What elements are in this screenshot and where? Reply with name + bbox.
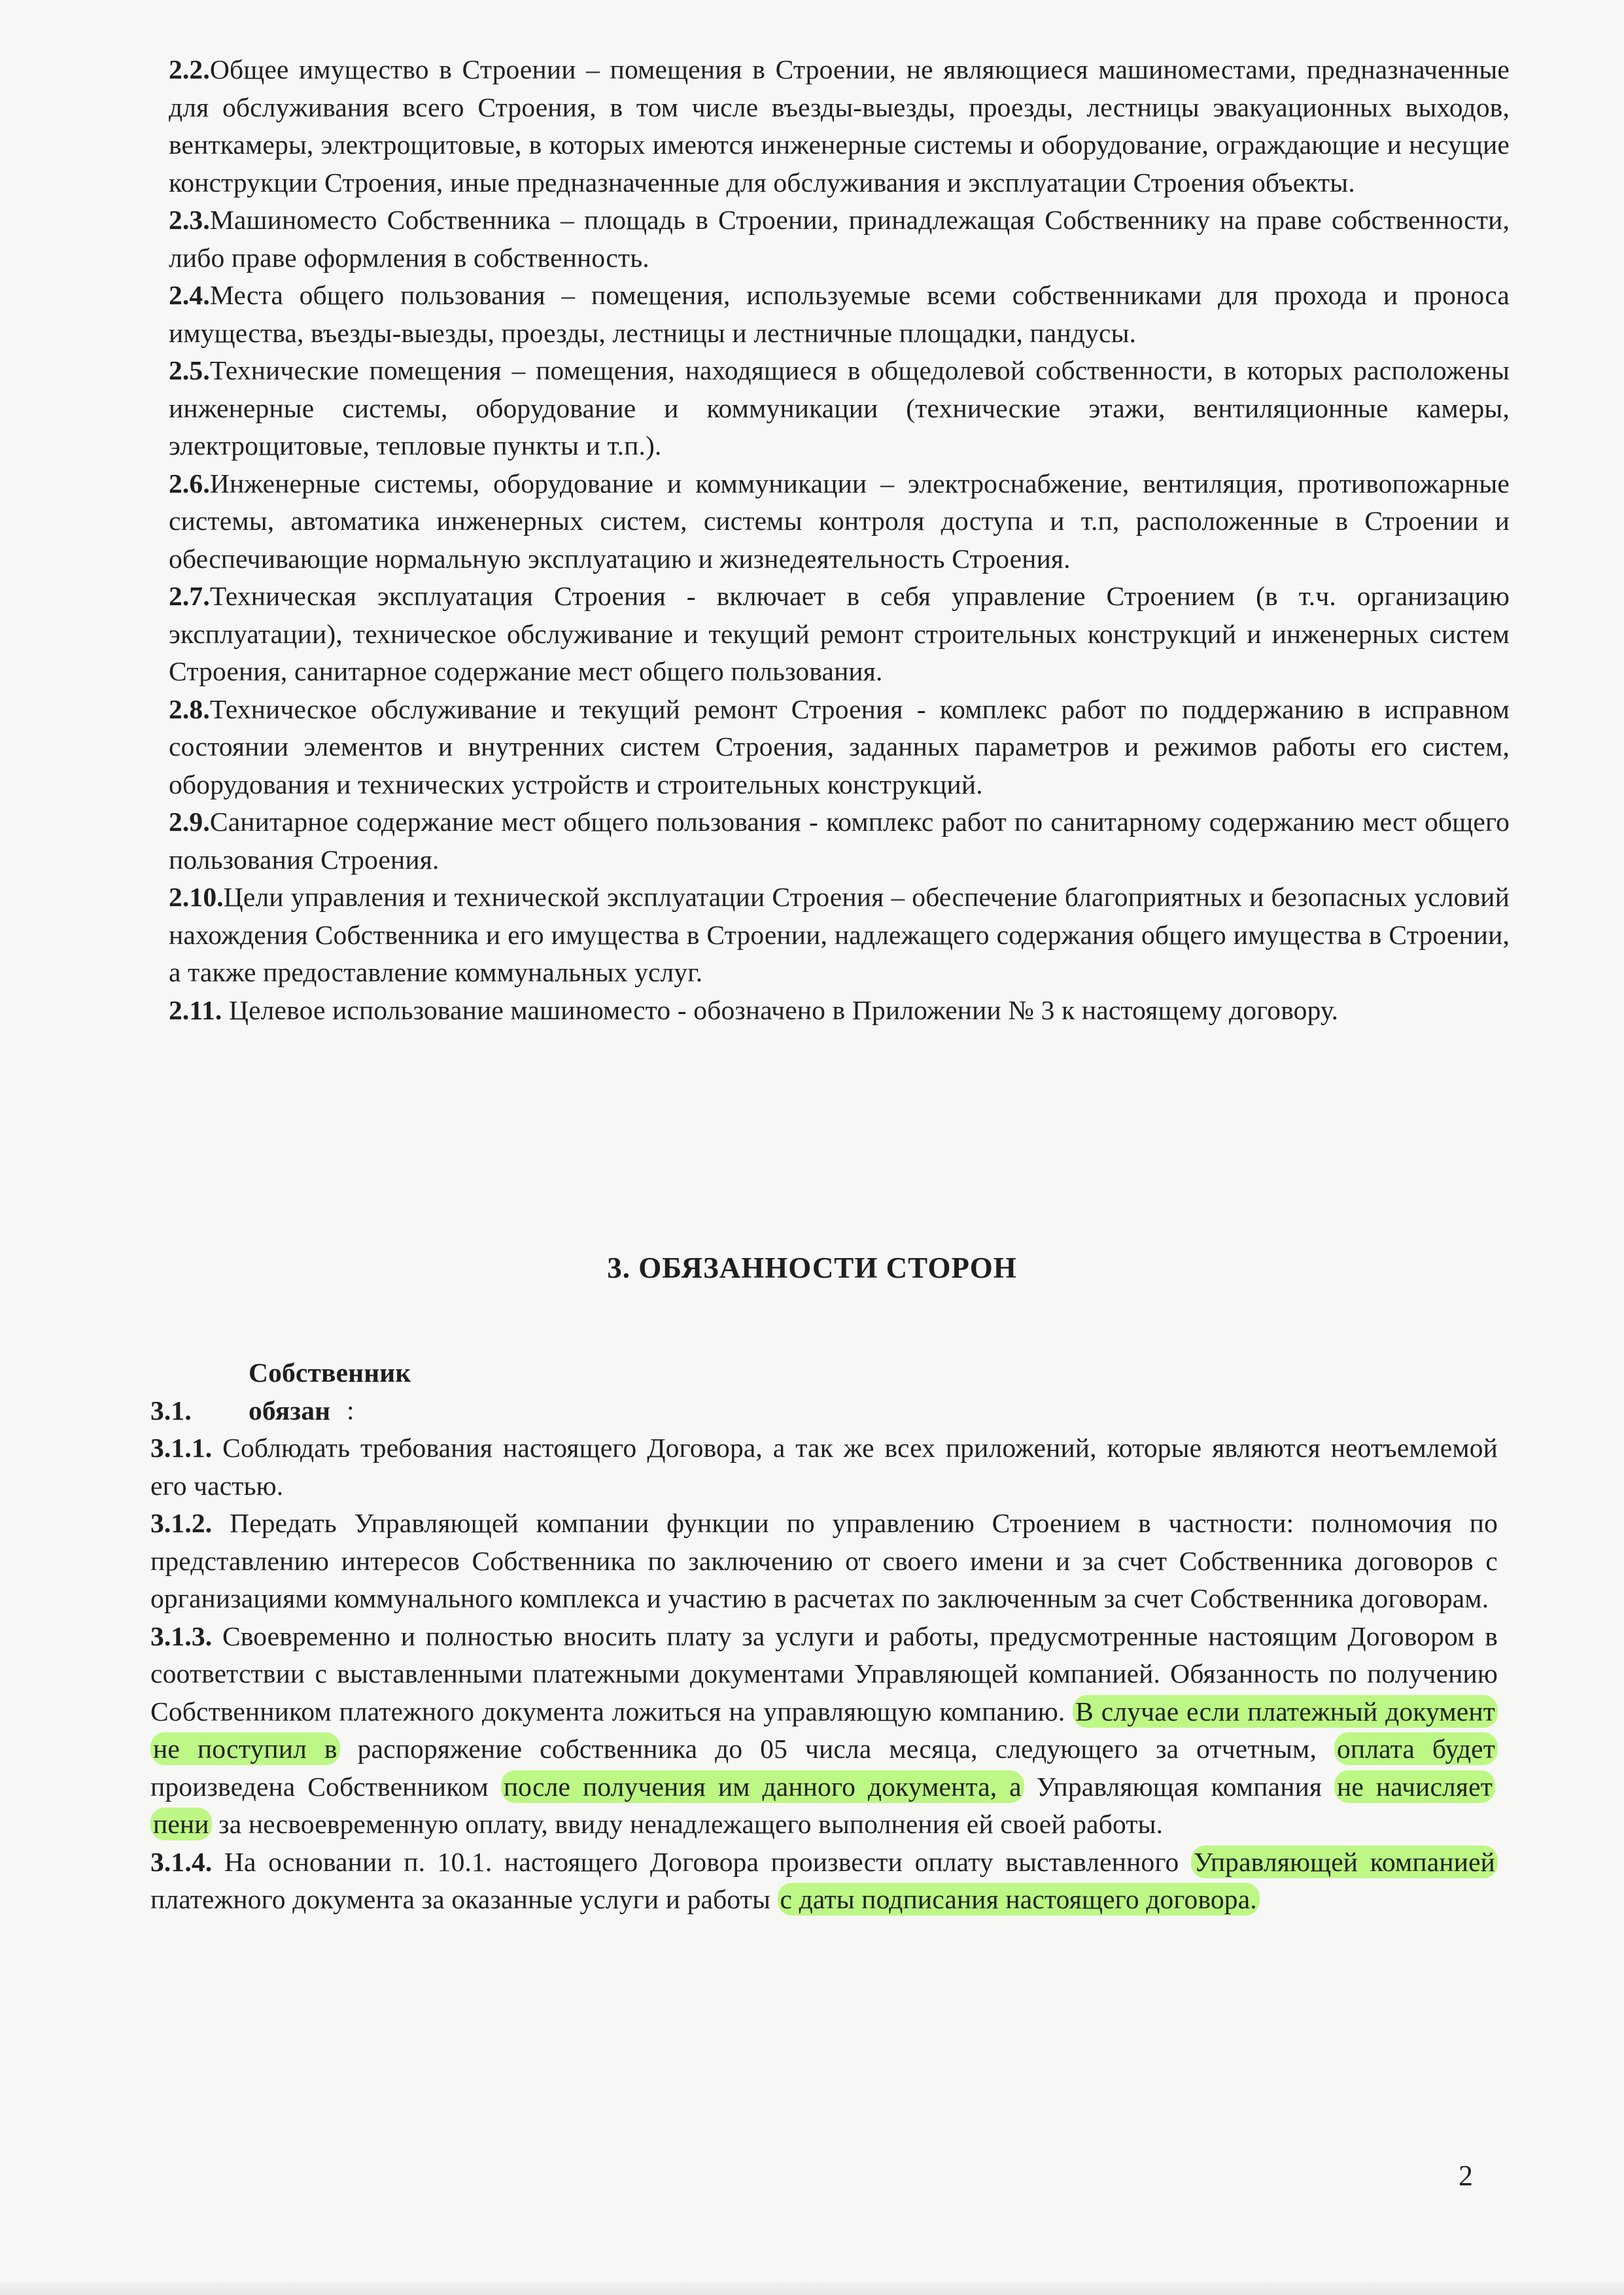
highlighted-text: оплата будет <box>1334 1732 1498 1765</box>
highlighted-text: с даты подписания настоящего договора. <box>778 1883 1260 1916</box>
clause-text: Управляющая компания <box>1024 1771 1335 1802</box>
paragraph-2-7 <box>169 578 1510 691</box>
clause-number: 2.8. <box>169 693 210 724</box>
paragraph-2-3 <box>169 201 1510 277</box>
paragraph-2-6 <box>169 465 1510 578</box>
clause-number: 2.3. <box>169 205 210 235</box>
clause-text: На основании п. 10.1. настоящего Договора произвести оплату выставленного <box>212 1846 1191 1877</box>
clause-number: 3.1.2. <box>150 1508 213 1538</box>
clause-number: 2.11. <box>169 994 222 1025</box>
clause-number: 3.1.4. <box>150 1846 213 1877</box>
paragraph-2-2 <box>169 51 1510 201</box>
subsection-title: Собственник обязан <box>249 1358 411 1426</box>
paragraph-3-1-3 <box>150 1618 1498 1844</box>
clause-number: 3.1.1. <box>150 1433 213 1463</box>
clause-text: Места общего пользования – помещения, используемые всеми собственниками для прохода и проноса имущества, въезды-выезды, проезды, лестницы и лестничные площадки, пандусы. <box>169 280 1510 348</box>
paragraph-2-9 <box>169 803 1510 879</box>
highlighted-text: В случае если платежный документ не поступил в <box>150 1695 1498 1766</box>
obligations-section <box>150 1354 1498 1919</box>
paragraph-2-10 <box>169 879 1510 992</box>
highlighted-text: не начисляет пени <box>150 1770 1495 1841</box>
clause-text: Целевое использование машиноместо - обозначено в Приложении № 3 к настоящему договору. <box>222 994 1339 1025</box>
scan-edge <box>0 2282 1624 2295</box>
page-number: 2 <box>1459 2160 1473 2192</box>
paragraph-2-4 <box>169 277 1510 352</box>
clause-text: Общее имущество в Строении – помещения в Строении, не являющиеся машиноместами, предназначенные для обслуживания всего Строения, в том числе въезды-выезды, проезды, лестницы эвакуационных выходов, венткамеры, электрощитовые, в которых имеются инженерные системы и оборудование, ограждающие и несущие конструкции Строения, иные предназначенные для обслуживания и эксплуатации Строения объекты. <box>169 54 1510 198</box>
highlighted-text: после получения им данного документа, а <box>501 1770 1024 1803</box>
clause-text: Технические помещения – помещения, находящиеся в общедолевой собственности, в которых расположены инженерные системы, оборудование и коммуникации (технические этажи, вентиляционные камеры, электрощитовые, тепловые пункты и т.п.). <box>169 355 1510 461</box>
subsection-3-1 <box>150 1354 1498 1429</box>
clause-text: Машиноместо Собственника – площадь в Строении, принадлежащая Собственнику на праве собственности, либо праве оформления в собственность. <box>169 205 1510 273</box>
clause-text: Санитарное содержание мест общего пользования - комплекс работ по санитарному содержанию мест общего пользования Строения. <box>169 807 1510 875</box>
clause-text: Инженерные системы, оборудование и коммуникации – электроснабжение, вентиляция, противопожарные системы, автоматика инженерных систем, системы контроля доступа и т.п, расположенные в Строении и обеспечивающие нормальную эксплуатацию и жизнедеятельность Строения. <box>169 468 1510 574</box>
paragraph-2-5 <box>169 352 1510 465</box>
clause-text: Цели управления и технической эксплуатации Строения – обеспечение благоприятных и безопасных условий нахождения Собственника и его имущества в Строении, надлежащего содержания общего имущества в Строении, а также предоставление коммунальных услуг. <box>169 882 1510 987</box>
highlighted-text: Управляющей компанией <box>1191 1846 1498 1878</box>
clause-number: 3.1.3. <box>150 1621 213 1651</box>
clause-text: Техническая эксплуатация Строения - включает в себя управление Строением (в т.ч. организацию эксплуатации), техническое обслуживание и текущий ремонт строительных конструкций и инженерных систем Строения, санитарное содержание мест общего пользования. <box>169 581 1510 686</box>
clause-number: 2.4. <box>169 280 210 310</box>
clause-number: 2.6. <box>169 468 210 499</box>
clause-number: 2.10. <box>169 882 224 912</box>
definitions-section <box>169 51 1510 1029</box>
clause-text: Техническое обслуживание и текущий ремонт Строения - комплекс работ по поддержанию в исправном состоянии элементов и внутренних систем Строения, заданных параметров и режимов работы его систем, оборудования и технических устройств и строительных конструкций. <box>169 693 1510 799</box>
subsection-number: 3.1. <box>150 1395 192 1426</box>
clause-text: за несвоевременную оплату, ввиду ненадлежащего выполнения ей своей работы. <box>211 1809 1164 1839</box>
paragraph-2-8 <box>169 691 1510 804</box>
clause-text: платежного документа за оказанные услуги и работы <box>150 1884 778 1914</box>
clause-text: Передать Управляющей компании функции по управлению Строением в частности: полномочия по представлению интересов Собственника по заключению от своего имени и за счет Собственника договоров с организациями коммунального комплекса и участию в расчетах по заключенным за счет Собственника договорам. <box>150 1508 1498 1613</box>
paragraph-3-1-1 <box>150 1429 1498 1505</box>
clause-number: 2.5. <box>169 355 210 385</box>
clause-number: 2.9. <box>169 807 210 837</box>
clause-text: Соблюдать требования настоящего Договора, а так же всех приложений, которые являются неотъемлемой его частью. <box>150 1433 1498 1501</box>
paragraph-3-1-4 <box>150 1844 1498 1919</box>
clause-number: 2.2. <box>169 54 210 84</box>
subsection-colon: : <box>347 1395 354 1426</box>
clause-text: Своевременно и полностью вносить плату за услуги и работы, предусмотренные настоящим Договором в соответствии с выставленными платежными документами Управляющей компанией. Обязанность по получению Собственником платежного документа ложиться на управляющую компанию. <box>150 1621 1498 1726</box>
clause-text: распоряжение собственника до 05 числа месяца, следующего за отчетным, <box>339 1734 1334 1764</box>
clause-number: 2.7. <box>169 581 210 611</box>
section-heading: 3. ОБЯЗАННОСТИ СТОРОН <box>607 1252 1017 1284</box>
paragraph-2-11 <box>169 992 1510 1030</box>
clause-text: произведена Собственником <box>150 1771 501 1802</box>
paragraph-3-1-2 <box>150 1505 1498 1618</box>
